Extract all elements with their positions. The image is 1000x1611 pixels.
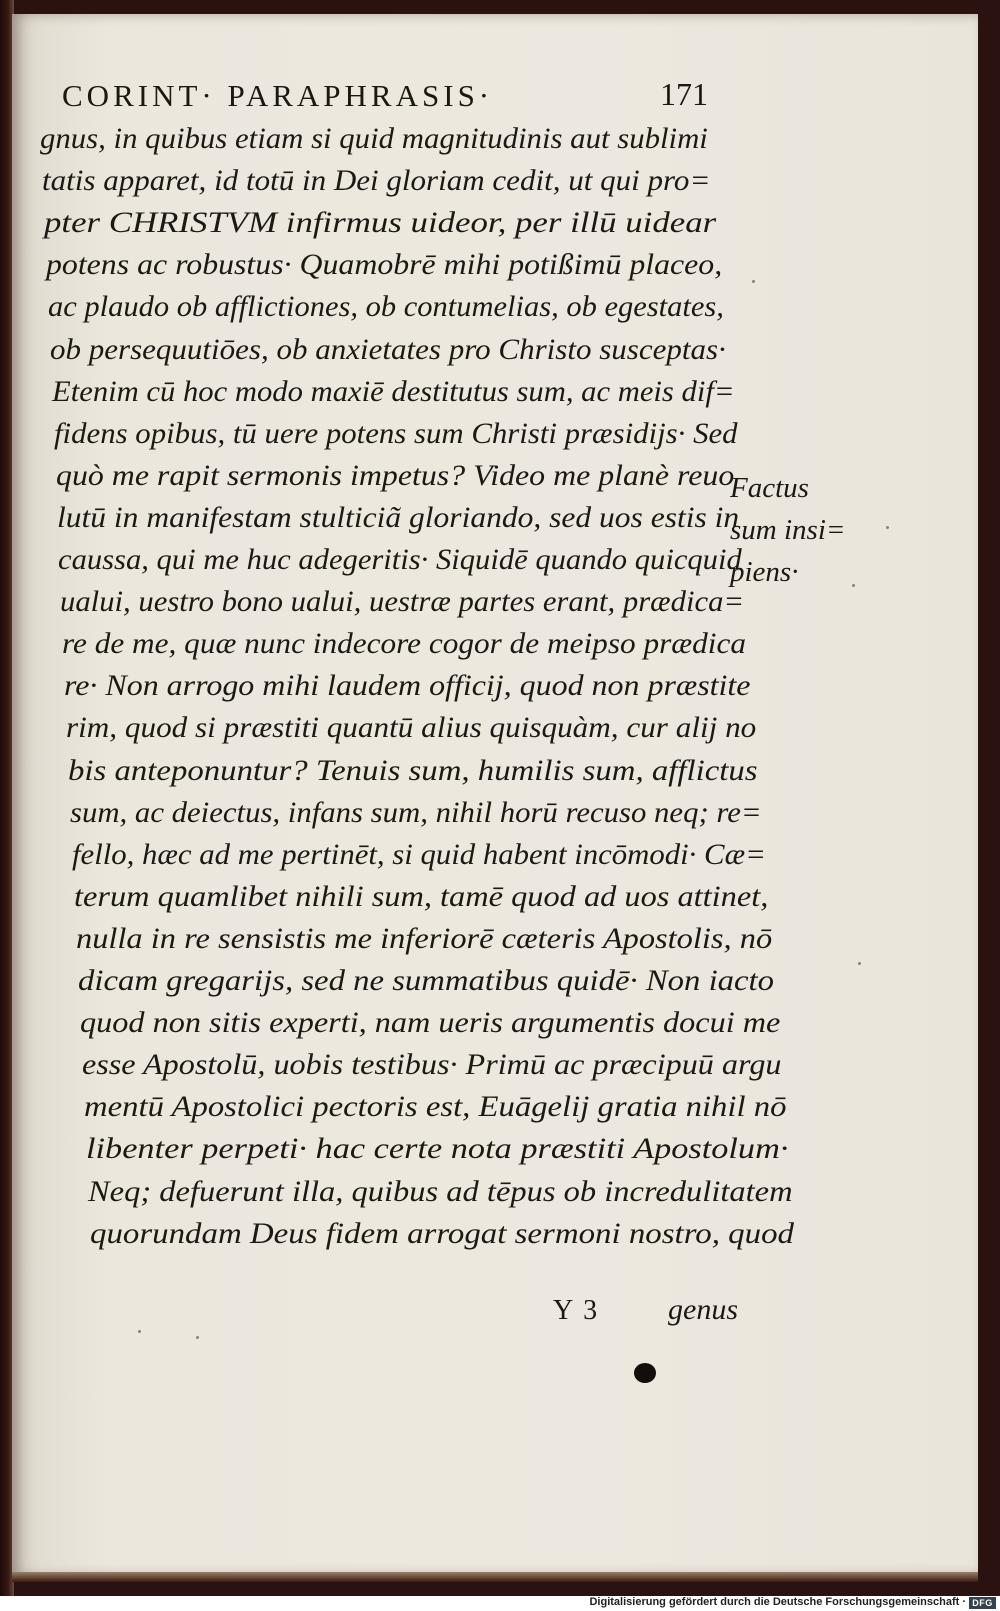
text-line: terum quamlibet nihili sum, tamē quod ad uos attinet, <box>74 879 769 913</box>
dust-speck <box>852 584 855 587</box>
text-line: potens ac robustus· Quamobrē mihi potißimū placeo, <box>46 248 723 282</box>
dust-speck <box>886 526 889 529</box>
text-line: sum, ac deiectus, infans sum, nihil horū recuso neq; re= <box>70 795 762 829</box>
text-line: ualui, uestro bono ualui, uestræ partes erant, prædica= <box>60 585 745 619</box>
text-line: nulla in re sensistis me inferiorē cæteris Apostolis, nō <box>76 921 773 955</box>
margin-note-line: piens· <box>730 556 799 588</box>
text-line: Neq; defuerunt illa, quibus ad tēpus ob incredulitatem <box>88 1174 793 1208</box>
footer-bar <box>0 1596 1000 1611</box>
text-line: pter CHRISTVM infirmus uideor, per illū uidear <box>44 206 717 240</box>
text-line: re de me, quæ nunc indecore cogor de meipso prædica <box>62 627 746 661</box>
margin-note-line: Factus <box>730 472 809 504</box>
dust-speck <box>138 1330 141 1333</box>
text-line: dicam gregarijs, sed ne summatibus quidē· Non iacto <box>78 964 775 997</box>
text-line: esse Apostolū, uobis testibus· Primū ac præcipuū argu <box>82 1048 782 1082</box>
text-line: re· Non arrogo mihi laudem officij, quod non præstite <box>64 669 751 703</box>
text-line: libenter perpeti· hac certe nota præstiti Apostolum· <box>86 1132 789 1166</box>
text-line: ob persequutiōes, ob anxietates pro Christo susceptas· <box>50 332 726 366</box>
page-header <box>62 70 712 120</box>
ink-blot <box>634 1363 656 1383</box>
text-line: Etenim cū hoc modo maxiē destitutus sum, ac meis dif= <box>52 374 735 408</box>
signature-mark: Y 3 <box>553 1295 600 1326</box>
text-line: bis anteponuntur? Tenuis sum, humilis sum, afflictus <box>68 753 758 787</box>
text-line: fidens opibus, tū uere potens sum Christi præsidijs· Sed <box>54 416 738 450</box>
footer-credit: Digitalisierung gefördert durch die Deutsche Forschungsgemeinschaft · <box>589 1596 966 1608</box>
margin-note-line: sum insi= <box>730 514 846 546</box>
text-line: ac plaudo ob afflictiones, ob contumelias, ob egestates, <box>48 290 724 324</box>
page-number: 171 <box>660 76 708 112</box>
text-line: rim, quod si præstiti quantū alius quisquàm, cur alij no <box>66 711 757 745</box>
dust-speck <box>752 280 755 283</box>
dust-speck <box>196 1336 199 1339</box>
text-line: lutū in manifestam stulticiã gloriando, sed uos estis in <box>57 500 740 534</box>
text-line: mentū Apostolici pectoris est, Euāgelij gratia nihil nō <box>84 1090 787 1124</box>
text-line: quod non sitis experti, nam ueris argumentis docui me <box>80 1006 781 1040</box>
page-bottom-edge <box>12 1572 978 1582</box>
dfg-logo: DFG <box>969 1597 996 1609</box>
running-head: CORINT· PARAPHRASIS· <box>62 78 494 113</box>
text-line: caussa, qui me huc adegeritis· Siquidē quando quicquid <box>58 543 742 576</box>
text-line: quò me rapit sermonis impetus? Video me planè reuo <box>56 458 735 492</box>
text-line: fello, hæc ad me pertinēt, si quid habent incōmodi· Cæ= <box>72 837 766 871</box>
catchword: genus <box>668 1293 738 1326</box>
text-line: quorundam Deus fidem arrogat sermoni nostro, quod <box>90 1216 794 1250</box>
text-line: gnus, in quibus etiam si quid magnitudinis aut sublimi <box>40 122 708 155</box>
text-line: tatis apparet, id totū in Dei gloriam cedit, ut qui pro= <box>42 164 711 198</box>
dust-speck <box>858 962 861 965</box>
